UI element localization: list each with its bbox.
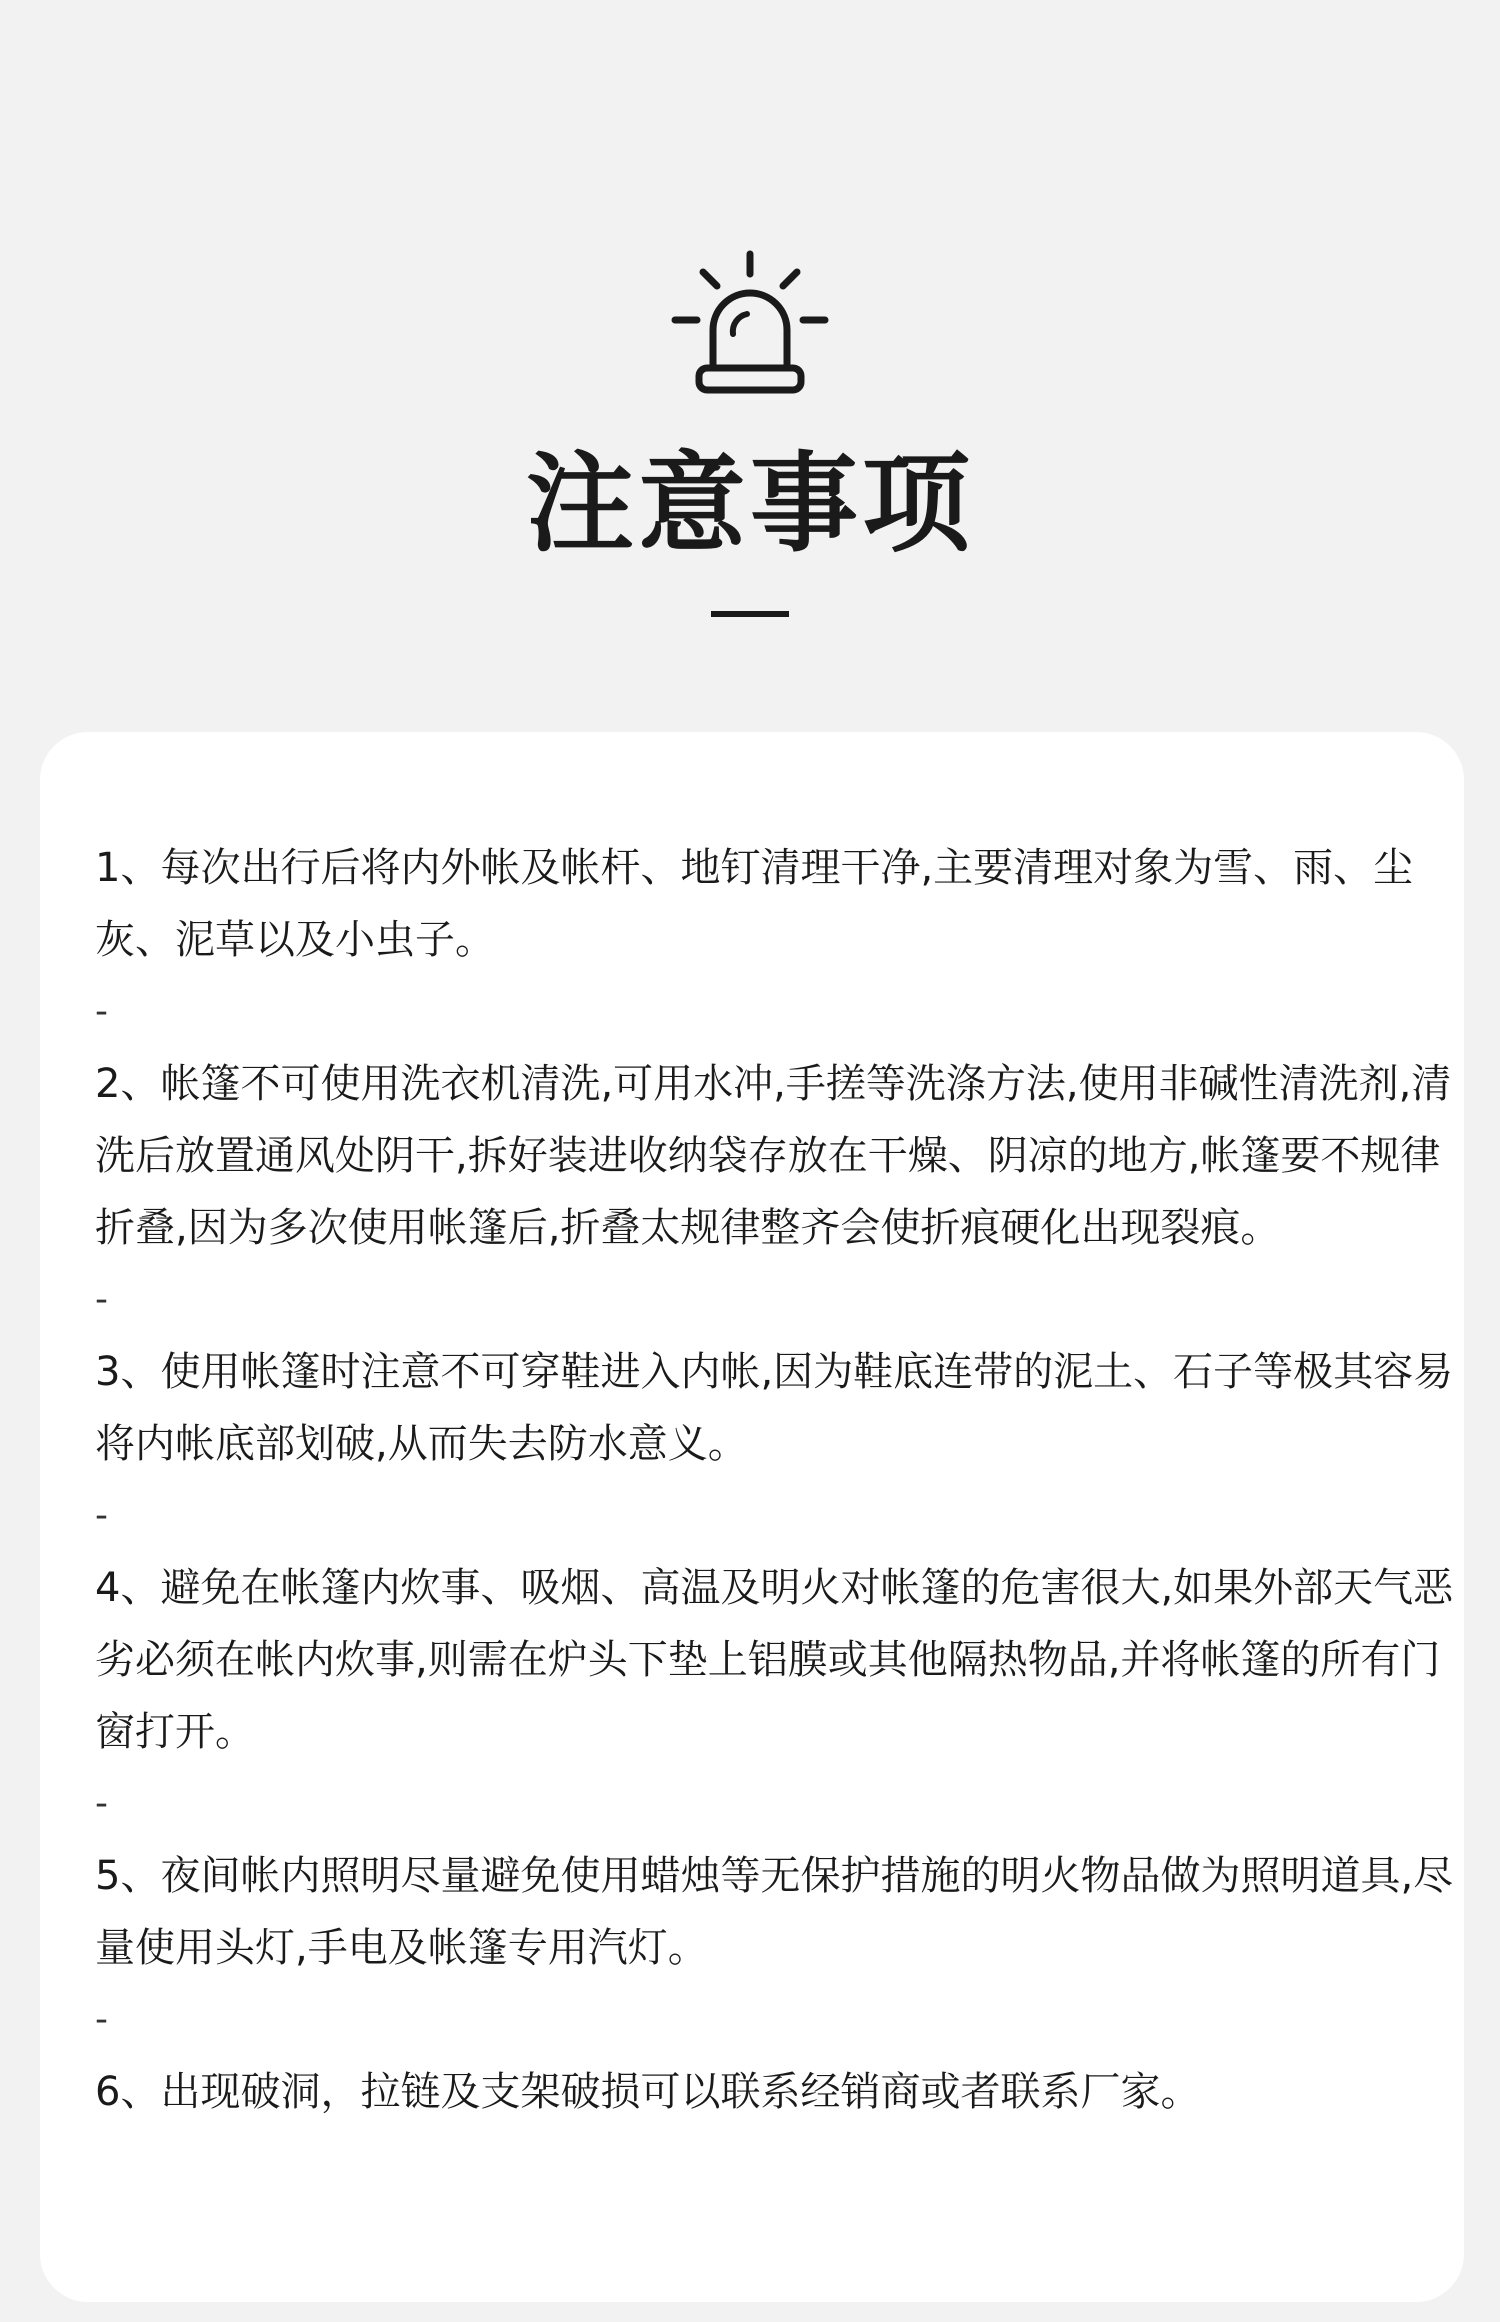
note-item: 6、出现破洞，拉链及支架破损可以联系经销商或者联系厂家。 [95,2069,1201,2115]
note-separator: - [95,1999,108,2040]
notes-card [40,732,1464,2302]
note-item: 5、夜间帐内照明尽量避免使用蜡烛等无保护措施的明火物品做为照明道具,尽量使用头灯,手电及帐篷专用汽灯。 [95,1853,1454,1971]
alarm-light-icon [665,240,835,410]
note-separator: - [95,1783,108,1824]
note-separator: - [95,1495,108,1536]
header [0,0,1500,700]
title-underline [711,611,789,617]
note-separator: - [95,1279,108,1320]
note-item: 1、每次出行后将内外帐及帐杆、地钉清理干净,主要清理对象为雪、雨、尘灰、泥草以及小虫子。 [95,845,1414,963]
note-item: 2、帐篷不可使用洗衣机清洗,可用水冲,手搓等洗涤方法,使用非碱性清洗剂,清洗后放置通风处阴干,拆好装进收纳袋存放在干燥、阴凉的地方,帐篷要不规律折叠,因为多次使用帐篷后,折叠太规律整齐会使折痕硬化出现裂痕。 [95,1061,1452,1251]
notes-list [95,832,1460,2128]
note-separator: - [95,991,108,1032]
page-title: 注意事项 [525,442,974,567]
note-item: 4、避免在帐篷内炊事、吸烟、高温及明火对帐篷的危害很大,如果外部天气恶劣必须在帐内炊事,则需在炉头下垫上铝膜或其他隔热物品,并将帐篷的所有门窗打开。 [95,1565,1454,1755]
note-item: 3、使用帐篷时注意不可穿鞋进入内帐,因为鞋底连带的泥土、石子等极其容易将内帐底部划破,从而失去防水意义。 [95,1349,1454,1467]
